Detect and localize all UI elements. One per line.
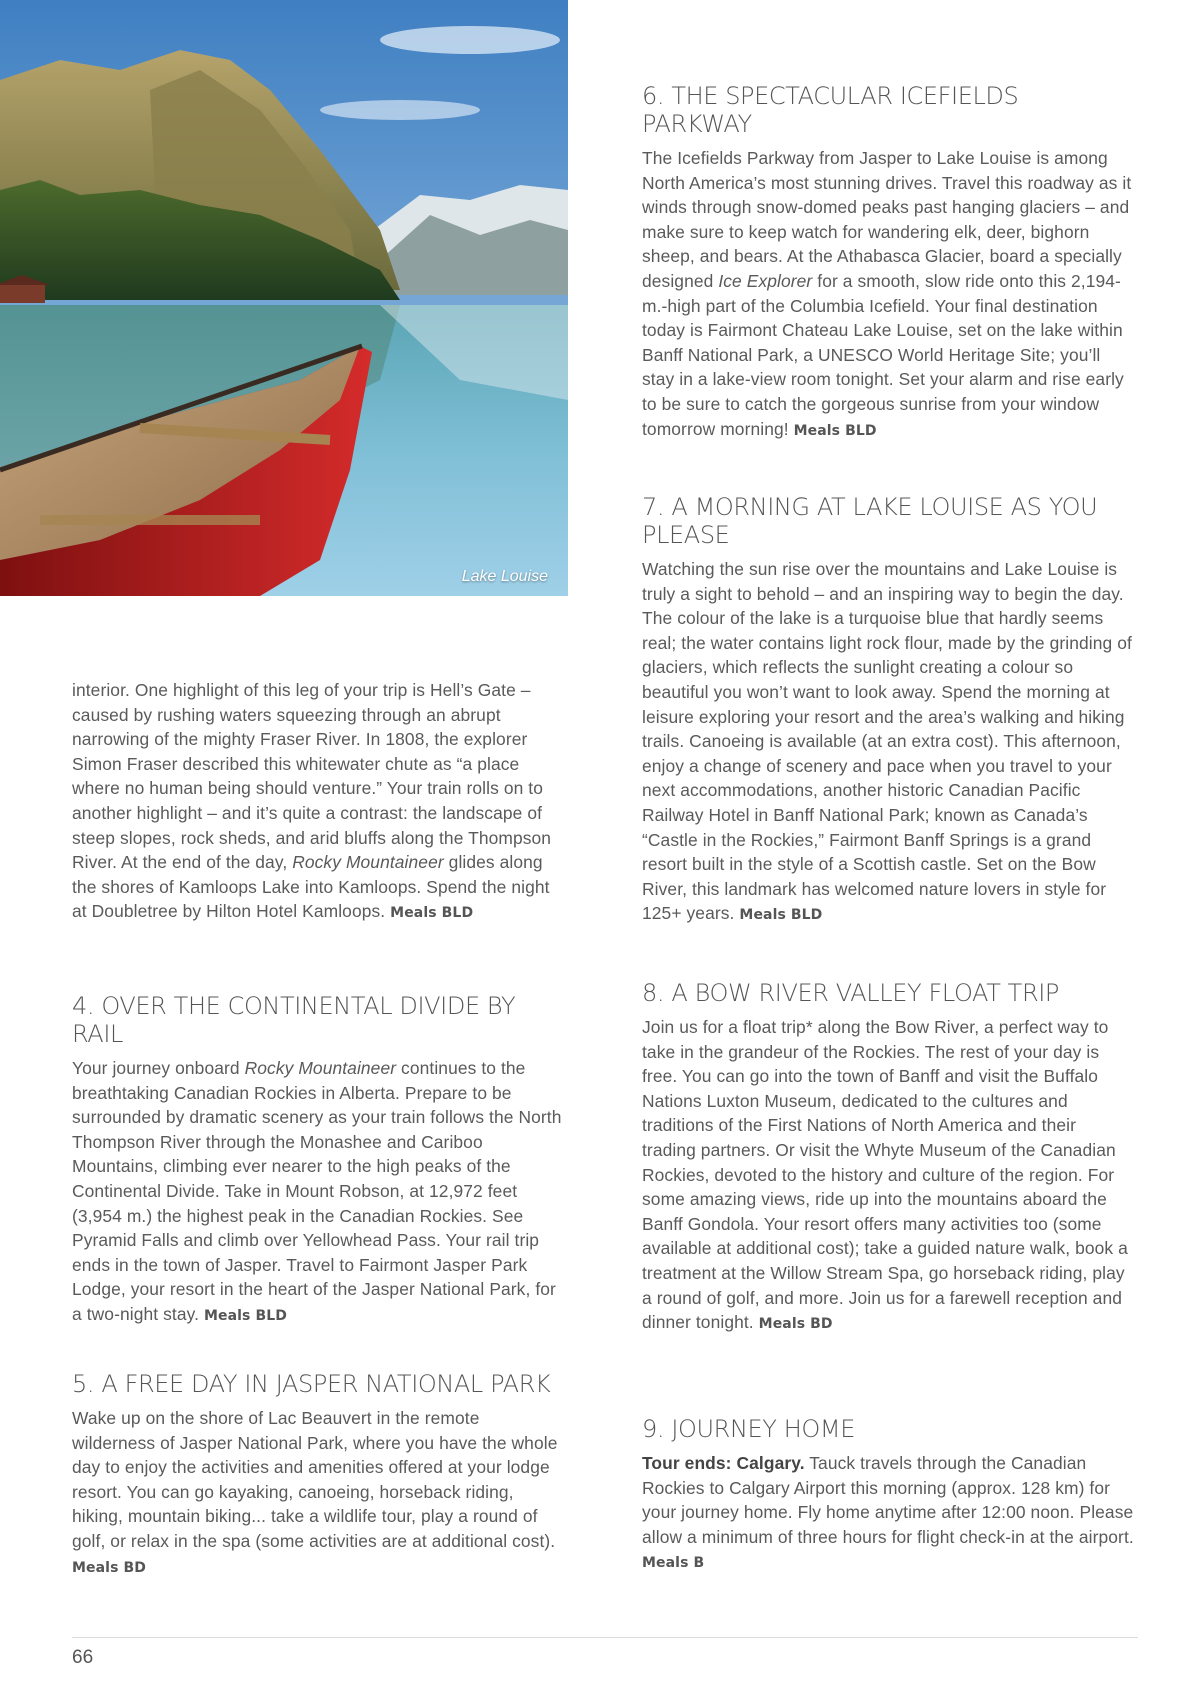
day5-text-body: Wake up on the shore of Lac Beauvert in the remote wilderness of Jasper National Park, where you have the whole day to enjoy the activities and amenities offered at your lodge resort. You can go kayaking, canoeing, horseback riding, hiking, mountain biking... take a wildlife tour, play a round of golf, or relax in the spa (some activities are at additional cost). <box>72 1408 558 1551</box>
day9-text-body: Tauck travels through the Canadian Rockies to Calgary Airport this morning (approx. 128 km) for your journey home. Fly home anytime after 12:00 noon. Please allow a minimum of three hours for flight check-in at the airport. <box>642 1453 1134 1547</box>
day8-heading: 8. A BOW RIVER VALLEY FLOAT TRIP <box>642 979 1059 1007</box>
meals-label: Meals BLD <box>739 907 823 924</box>
day7-section <box>642 493 1134 928</box>
day5-section <box>72 1370 567 1580</box>
footer-divider <box>72 1637 1138 1638</box>
meals-label: Meals BD <box>72 1559 146 1576</box>
meals-label: Meals BD <box>758 1316 833 1333</box>
day6-section <box>642 82 1134 443</box>
day8-section <box>642 979 1134 1337</box>
lake-louise-illustration <box>0 0 568 596</box>
intro-continued-text <box>72 678 567 926</box>
meals-label: Meals B <box>642 1555 705 1572</box>
day5-heading: 5. A FREE DAY IN JASPER NATIONAL PARK <box>72 1370 551 1398</box>
day6-text-part2: for a smooth, slow ride onto this 2,194-m.-high part of the Columbia Icefield. Your final destination today is Fairmont Chateau Lake Louise, set on the lake within Banff National Park, a UNESCO World Heritage Site; you’ll stay in a lake-view room tonight. Set your alarm and rise early to be sure to catch the gorgeous sunrise from your window tomorrow morning! <box>642 270 1124 439</box>
day7-heading: 7. A MORNING AT LAKE LOUISE AS YOU PLEASE <box>642 493 1098 549</box>
lake-louise-photo <box>0 0 568 596</box>
meals-label: Meals BLD <box>793 422 877 439</box>
intro-italic-train: Rocky Mountaineer <box>292 852 444 873</box>
day8-text-body: Join us for a float trip* along the Bow River, a perfect way to take in the grandeur of the Rockies. The rest of your day is free. You can go into the town of Banff and visit the Buffalo Nations Luxton Museum, dedicated to the cultures and traditions of the First Nations of North America and their trading partners. Or visit the Whyte Museum of the Canadian Rockies, devoted to the history and culture of the region. For some amazing views, ride up into the mountains aboard the Banff Gondola. Your resort offers many activities too (some available at additional cost); take a guided nature walk, book a treatment at the Willow Stream Spa, go horseback riding, play a round of golf, and more. Join us for a farewell reception and dinner tonight. <box>642 1017 1128 1333</box>
day6-text-part1: The Icefields Parkway from Jasper to Lake Louise is among North America’s most stunning drives. Travel this roadway as it winds through snow-domed peaks past hanging glaciers – and make sure to keep watch for wandering elk, deer, bighorn sheep, and bears. At the Athabasca Glacier, board a specially designed <box>642 148 1132 291</box>
day4-section <box>72 992 567 1329</box>
intro-continued-section <box>72 678 567 926</box>
meals-label: Meals BLD <box>203 1307 287 1324</box>
page-number: 66 <box>72 1647 94 1668</box>
day9-text <box>642 1451 1134 1576</box>
day9-heading: 9. JOURNEY HOME <box>642 1415 855 1443</box>
day5-text <box>72 1406 567 1580</box>
day6-text <box>642 146 1134 443</box>
day7-text <box>642 557 1134 928</box>
day4-text-part2: continues to the breathtaking Canadian Rockies in Alberta. Prepare to be surrounded by dramatic scenery as your train follows the North Thompson River through the Monashee and Cariboo Mountains, climbing ever nearer to the high peaks of the Continental Divide. Take in Mount Robson, at 12,972 feet (3,954 m.) the highest peak in the Canadian Rockies. See Pyramid Falls and climb over Yellowhead Pass. Your rail trip ends in the town of Jasper. Travel to Fairmont Jasper Park Lodge, your resort in the heart of the Jasper National Park, for a two-night stay. <box>72 1058 562 1324</box>
day6-italic-ice-explorer: Ice Explorer <box>718 270 813 291</box>
day9-lead: Tour ends: Calgary. <box>642 1453 805 1473</box>
day4-heading: 4. OVER THE CONTINENTAL DIVIDE BY RAIL <box>72 992 516 1048</box>
day4-italic-train: Rocky Mountaineer <box>244 1058 397 1078</box>
meals-label: Meals BLD <box>390 905 474 922</box>
day8-text <box>642 1015 1134 1337</box>
intro-text-part2: glides along the shores of Kamloops Lake into Kamloops. Spend the night at Doubletree by Hilton Hotel Kamloops. <box>72 852 550 922</box>
day4-text-part1: Your journey onboard <box>72 1058 245 1078</box>
photo-caption: Lake Louise <box>461 568 548 585</box>
intro-text-part1: interior. One highlight of this leg of your trip is Hell’s Gate – caused by rushing waters squeezing through an abrupt narrowing of the mighty Fraser River. In 1808, the explorer Simon Fraser described this whitewater chute as “a place where no human being should venture.” Your train rolls on to another highlight – and it’s quite a contrast: the landscape of steep slopes, rock sheds, and arid bluffs along the Thompson River. At the end of the day, <box>72 680 552 873</box>
day9-section <box>642 1415 1134 1576</box>
day7-text-body: Watching the sun rise over the mountains and Lake Louise is truly a sight to behold – and an inspiring way to begin the day. The colour of the lake is a turquoise blue that hardly seems real; the water contains light rock flour, made by the grinding of glaciers, which reflects the sunlight creating a colour so beautiful you won’t want to look away. Spend the morning at leisure exploring your resort and the area’s walking and hiking trails. Canoeing is available (at an extra cost). This afternoon, enjoy a change of scenery and pace when you travel to your next accommodations, another historic Canadian Pacific Railway Hotel in Banff National Park; known as Canada’s “Castle in the Rockies,” Fairmont Banff Springs is a grand resort built in the style of a Scottish castle. Set on the Bow River, this landmark has welcomed nature lovers in style for 125+ years. <box>642 559 1132 924</box>
day4-text <box>72 1056 567 1329</box>
day6-heading: 6. THE SPECTACULAR ICEFIELDS PARKWAY <box>642 82 1019 138</box>
